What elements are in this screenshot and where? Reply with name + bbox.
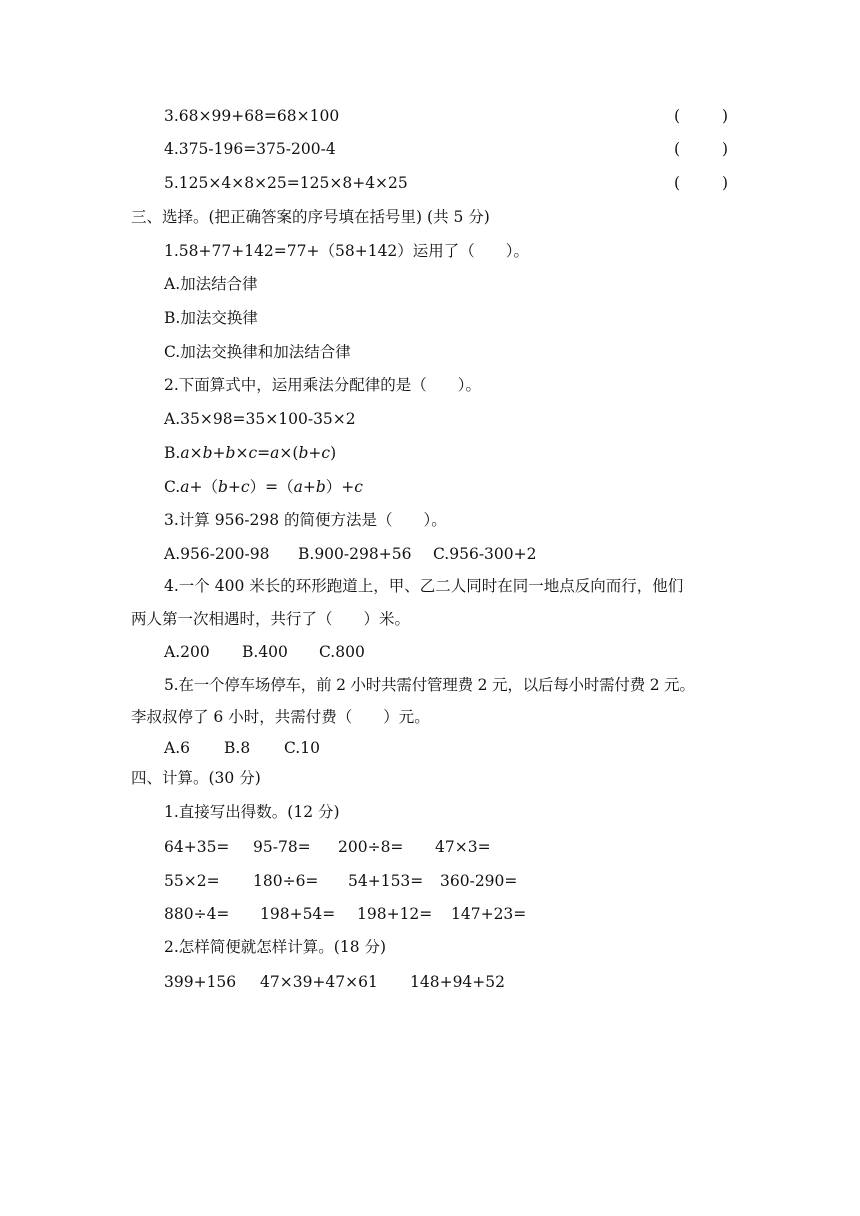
q4-option-c: C.800: [319, 643, 365, 661]
q3-options: [164, 544, 537, 564]
section-3-title: 三、选择。(把正确答案的序号填在括号里) (共 5 分): [131, 208, 490, 226]
q3-option-b: B.900-298+56: [298, 545, 412, 563]
calc-item: 54+153=: [348, 872, 424, 890]
q5-option-b: B.8: [224, 739, 251, 757]
q1-option-c: C.加法交换律和加法结合律: [164, 343, 351, 361]
question-3: 3.计算 956-298 的简便方法是（ ）。: [164, 511, 447, 529]
q3-option-a: A.956-200-98: [164, 545, 270, 563]
q2-option-c: C.a+（b+c）=（a+b）+c: [164, 478, 363, 496]
question-2: 2.下面算式中，运用乘法分配律的是（ ）。: [164, 376, 482, 394]
calc-item: 95-78=: [253, 838, 311, 856]
q2-option-b: B.a×b+b×c=a×(b+c): [164, 444, 337, 462]
q4-options: [164, 642, 365, 662]
part-2-title: 2.怎样简便就怎样计算。(18 分): [164, 938, 387, 956]
part-1-title: 1.直接写出得数。(12 分): [164, 803, 340, 821]
q5-options: [164, 738, 320, 758]
judge-item-4: 4.375-196=375-200-4: [164, 140, 336, 158]
calc-row: [164, 837, 491, 857]
simplify-item: 399+156: [164, 973, 237, 991]
answer-paren-3[interactable]: ( ): [674, 107, 728, 125]
q1-option-b: B.加法交换律: [164, 309, 258, 327]
question-5-line-2: 李叔叔停了 6 小时，共需付费（ ）元。: [131, 708, 430, 726]
calc-item: 880÷4=: [164, 905, 230, 923]
calc-item: 180÷6=: [253, 872, 319, 890]
simplify-item: 148+94+52: [410, 973, 506, 991]
q5-option-a: A.6: [164, 739, 190, 757]
calc-item: 47×3=: [435, 838, 491, 856]
q4-option-a: A.200: [164, 643, 210, 661]
calc-item: 198+54=: [260, 905, 336, 923]
calc-item: 64+35=: [164, 838, 230, 856]
judge-item-5: 5.125×4×8×25=125×8+4×25: [164, 174, 408, 192]
q4-option-b: B.400: [242, 643, 288, 661]
section-4-title: 四、计算。(30 分): [131, 769, 261, 787]
calc-item: 360-290=: [440, 872, 518, 890]
answer-paren-5[interactable]: ( ): [674, 174, 728, 192]
calc-row: [164, 871, 517, 891]
q1-option-a: A.加法结合律: [164, 275, 258, 293]
q2-option-a: A.35×98=35×100-35×2: [164, 410, 356, 428]
part-2-items: [164, 972, 505, 992]
q3-option-c: C.956-300+2: [433, 545, 537, 563]
answer-paren-4[interactable]: ( ): [674, 140, 728, 158]
question-4-line-1: 4.一个 400 米长的环形跑道上，甲、乙二人同时在同一地点反向而行，他们: [164, 577, 684, 595]
question-1: 1.58+77+142=77+（58+142）运用了（ ）。: [164, 242, 530, 260]
judge-item-3: 3.68×99+68=68×100: [164, 107, 340, 125]
calc-item: 147+23=: [451, 905, 527, 923]
calc-item: 55×2=: [164, 872, 220, 890]
calc-row: [164, 904, 526, 924]
simplify-item: 47×39+47×61: [260, 973, 378, 991]
calc-item: 200÷8=: [338, 838, 404, 856]
calc-item: 198+12=: [357, 905, 433, 923]
q5-option-c: C.10: [284, 739, 320, 757]
question-4-line-2: 两人第一次相遇时，共行了（ ）米。: [131, 610, 411, 628]
question-5-line-1: 5.在一个停车场停车，前 2 小时共需付管理费 2 元，以后每小时需付费 2 元。: [164, 676, 695, 694]
